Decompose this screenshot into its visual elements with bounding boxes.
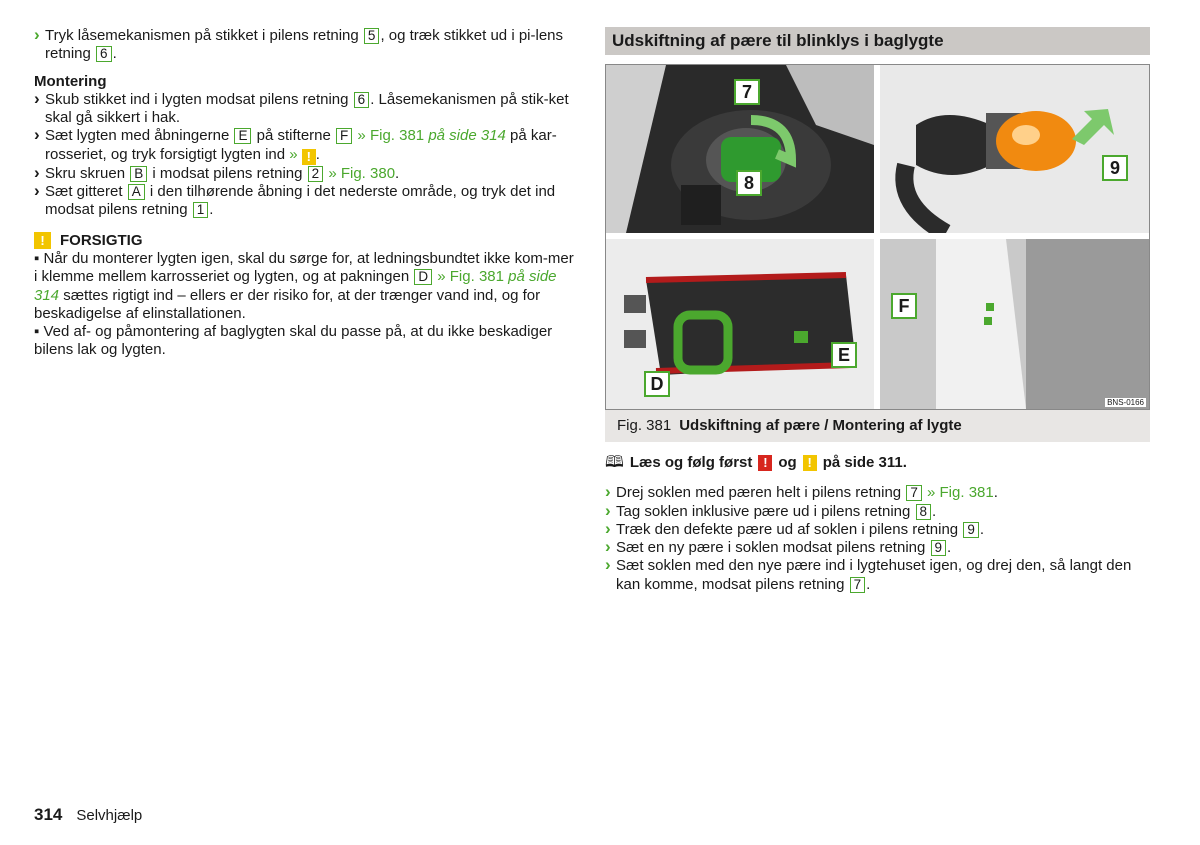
ref-box: 8 bbox=[916, 504, 932, 520]
book-icon: 🕮 bbox=[605, 454, 624, 471]
ref-box: 5 bbox=[364, 28, 380, 44]
fig-link[interactable]: » Fig. 381 bbox=[353, 127, 425, 145]
ref-box: 6 bbox=[354, 92, 370, 108]
figure-label-8: 8 bbox=[736, 170, 762, 196]
step-item: › Tag soklen inklusive pære ud i pilens retning 8 . bbox=[605, 503, 1150, 521]
step-item: › Træk den defekte pære ud af soklen i pilens retning 9 . bbox=[605, 521, 1150, 539]
warning-icon: ! bbox=[803, 455, 817, 471]
right-column bbox=[605, 27, 1150, 594]
figure-label-F: F bbox=[891, 293, 917, 319]
ref-box: D bbox=[414, 269, 432, 285]
fig-link[interactable]: » Fig. 381 bbox=[922, 484, 994, 502]
caution-title: FORSIGTIG bbox=[60, 231, 143, 249]
caution-text-1: ▪ Når du monterer lygten igen, skal du sørge for, at ledningsbundtet ikke kom-mer i klemme mellem karrosseriet og lygten, og at pakningen D » Fig. 381 på side 314 sættes rigtigt ind – ellers er der risiko for, at der trænger vand ind, og for beskadigelse af elinstallationen. bbox=[34, 249, 574, 322]
figure-label-D: D bbox=[644, 371, 670, 397]
note-and: og bbox=[778, 454, 797, 471]
page-link[interactable]: på side 314 bbox=[34, 268, 557, 304]
fig-link[interactable]: » Fig. 381 bbox=[433, 268, 504, 286]
ref-box: 1 bbox=[193, 202, 209, 218]
bullet-unplug: › Tryk låsemekanismen på stikket i pilens retning 5 , og træk stikket ud i pi-lens retning 6 . bbox=[34, 27, 574, 64]
step-item: › Drej soklen med pæren helt i pilens retning 7 » Fig. 381. bbox=[605, 484, 1150, 502]
ref-box: 6 bbox=[96, 46, 112, 62]
section-heading-mounting: Montering bbox=[34, 72, 107, 90]
step-item: › Sæt soklen med den nye pære ind i lygtehuset igen, og drej den, så langt den kan komme, modsat pilens retning 7 . bbox=[605, 557, 1150, 594]
ref-box: E bbox=[234, 128, 251, 144]
mount-step-2: › Sæt lygten med åbningerne E på stifterne F » Fig. 381 på side 314 på kar-rosseriet, og tryk forsigtigt lygten ind » ! . bbox=[34, 127, 574, 164]
warning-icon: ! bbox=[302, 149, 316, 165]
fig-link[interactable]: » Fig. 380 bbox=[324, 164, 396, 182]
ref-box: B bbox=[130, 166, 147, 182]
figure-code: BNS-0166 bbox=[1107, 398, 1144, 407]
figure-caption bbox=[605, 410, 1150, 442]
read-first-note bbox=[605, 454, 1150, 472]
step-item: › Sæt en ny pære i soklen modsat pilens retning 9 . bbox=[605, 539, 1150, 557]
caution-text-2: ▪ Ved af- og påmontering af baglygten skal du passe på, at du ikke beskadiger bilens lak og lygten. bbox=[34, 323, 553, 359]
page-number: 314 bbox=[34, 805, 63, 824]
section-title: Udskiftning af pære til blinklys i baglygte bbox=[605, 27, 1150, 55]
ref-box: 9 bbox=[931, 540, 947, 556]
page-link[interactable]: på side 314 bbox=[424, 127, 506, 145]
danger-icon: ! bbox=[758, 455, 772, 471]
ref-box: 7 bbox=[850, 577, 866, 593]
ref-box: 2 bbox=[308, 166, 324, 182]
ref-box: F bbox=[336, 128, 352, 144]
caution-heading bbox=[34, 232, 574, 250]
ref-box: 7 bbox=[906, 485, 922, 501]
warning-link[interactable]: » bbox=[289, 145, 302, 163]
ref-box: A bbox=[128, 184, 145, 200]
section-name: Selvhjælp bbox=[76, 807, 143, 824]
figure-381 bbox=[605, 64, 1150, 410]
ref-box: 9 bbox=[963, 522, 979, 538]
mount-step-3: › Skru skruen B i modsat pilens retning 2 » Fig. 380. bbox=[34, 165, 574, 183]
warning-icon: ! bbox=[34, 232, 51, 249]
mount-step-4: › Sæt gitteret A i den tilhørende åbning i det nederste område, og tryk det ind modsat pilens retning 1 . bbox=[34, 183, 574, 220]
mount-step-1: › Skub stikket ind i lygten modsat pilens retning 6 . Låsemekanismen på stik-ket skal gå sikkert i hak. bbox=[34, 91, 574, 128]
left-column bbox=[34, 27, 574, 360]
steps-list bbox=[605, 484, 1150, 594]
figure-illustration bbox=[606, 65, 1149, 409]
note-text: Læs og følg først bbox=[629, 454, 753, 471]
caption-number: Fig. 381 bbox=[617, 417, 672, 434]
figure-label-E: E bbox=[831, 342, 857, 368]
caption-text: Udskiftning af pære / Montering af lygte bbox=[679, 417, 962, 434]
page-footer bbox=[34, 806, 142, 825]
figure-label-7: 7 bbox=[734, 79, 760, 105]
figure-label-9: 9 bbox=[1102, 155, 1128, 181]
note-page: på side 311. bbox=[822, 454, 907, 471]
